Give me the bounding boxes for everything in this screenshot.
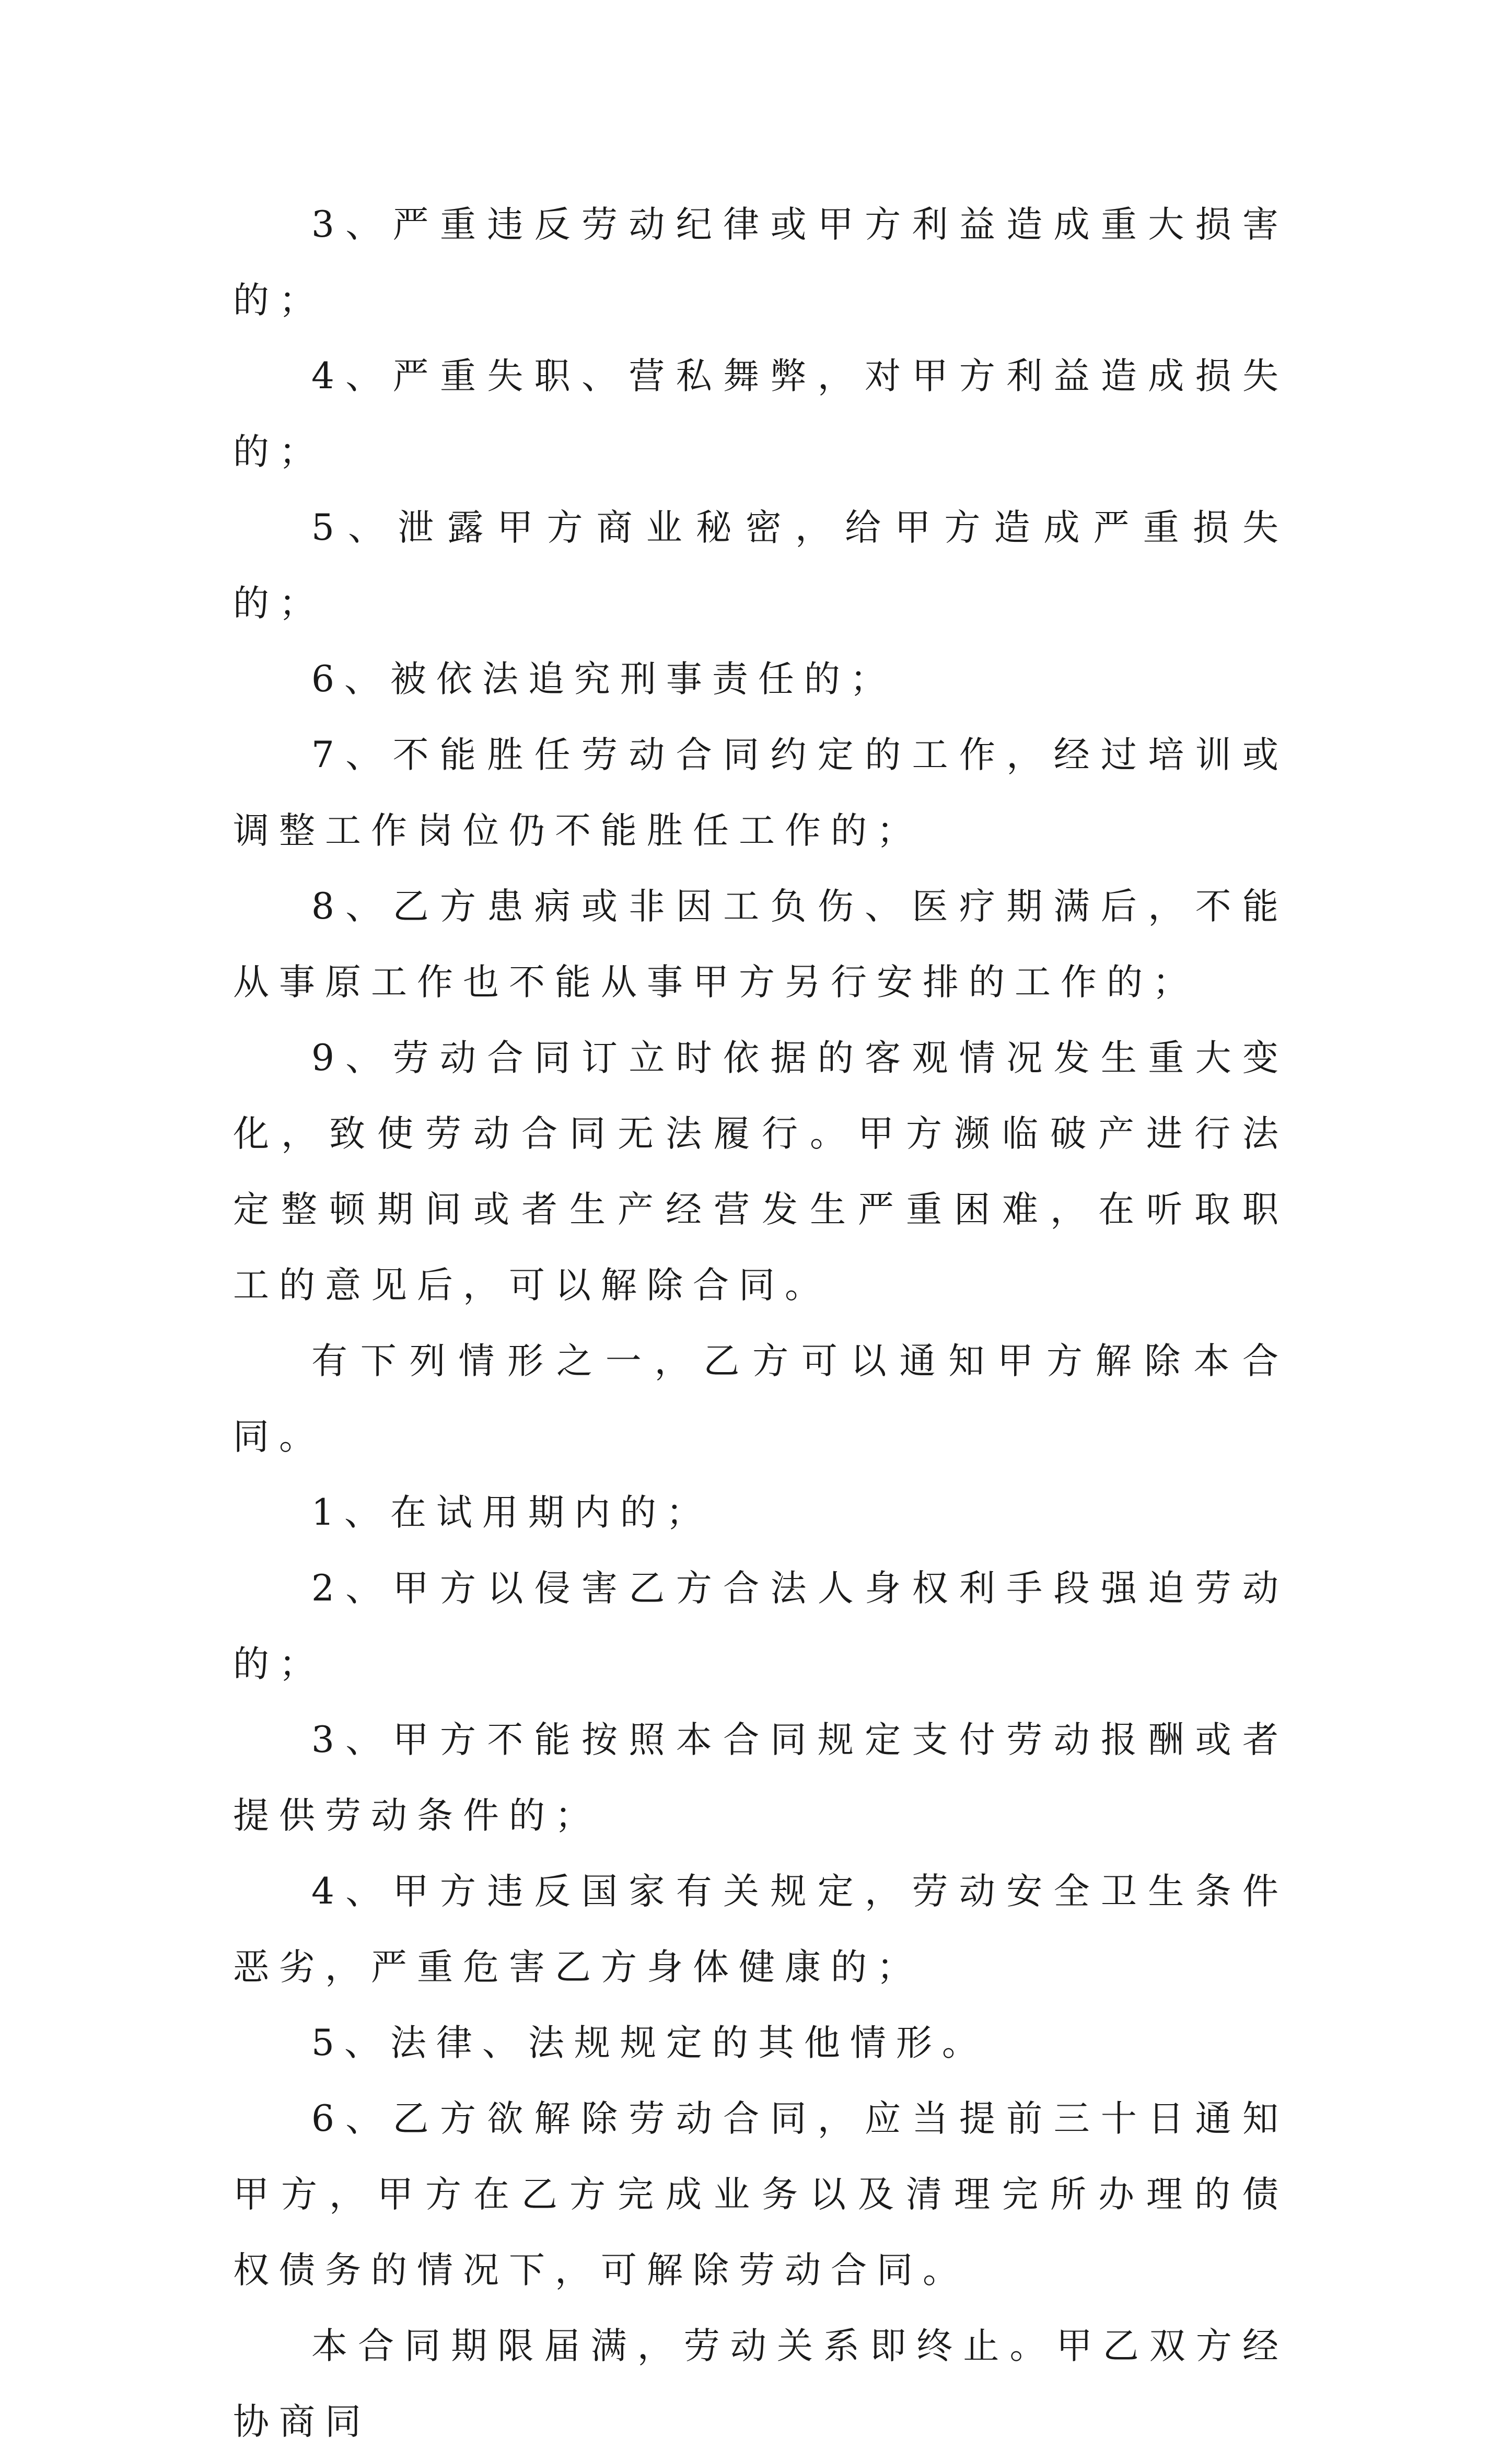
paragraph: 1、在试用期内的； — [311, 1492, 712, 1534]
paragraph: 本合同期限届满，劳动关系即终止。甲乙双方经协商同 — [233, 2325, 1288, 2443]
paragraph: 5、泄露甲方商业秘密，给甲方造成严重损失的； — [233, 507, 1288, 624]
paragraph: 3、严重违反劳动纪律或甲方利益造成重大损害的； — [233, 204, 1288, 321]
paragraph: 6、乙方欲解除劳动合同，应当提前三十日通知甲方，甲方在乙方完成业务以及清理完所办理的债权债务的情况下，可解除劳动合同。 — [233, 2098, 1288, 2291]
paragraph: 4、严重失职、营私舞弊，对甲方利益造成损失的； — [233, 355, 1288, 473]
paragraph: 8、乙方患病或非因工负伤、医疗期满后，不能从事原工作也不能从事甲方另行安排的工作的； — [233, 886, 1288, 1003]
paragraph: 4、甲方违反国家有关规定，劳动安全卫生条件恶劣，严重危害乙方身体健康的； — [233, 1871, 1288, 1988]
paragraph: 7、不能胜任劳动合同约定的工作，经过培训或调整工作岗位仍不能胜任工作的； — [233, 734, 1288, 852]
paragraph: 9、劳动合同订立时依据的客观情况发生重大变化，致使劳动合同无法履行。甲方濒临破产进行法定整顿期间或者生产经营发生严重困难，在听取职工的意见后，可以解除合同。 — [233, 1037, 1288, 1306]
paragraph: 2、甲方以侵害乙方合法人身权利手段强迫劳动的； — [233, 1568, 1288, 1685]
paragraph: 6、被依法追究刑事责任的； — [311, 658, 896, 700]
document-body — [233, 187, 1288, 2460]
paragraph: 有下列情形之一，乙方可以通知甲方解除本合同。 — [233, 1340, 1288, 1458]
paragraph: 5、法律、法规规定的其他情形。 — [311, 2022, 988, 2064]
paragraph: 3、甲方不能按照本合同规定支付劳动报酬或者提供劳动条件的； — [233, 1719, 1288, 1837]
